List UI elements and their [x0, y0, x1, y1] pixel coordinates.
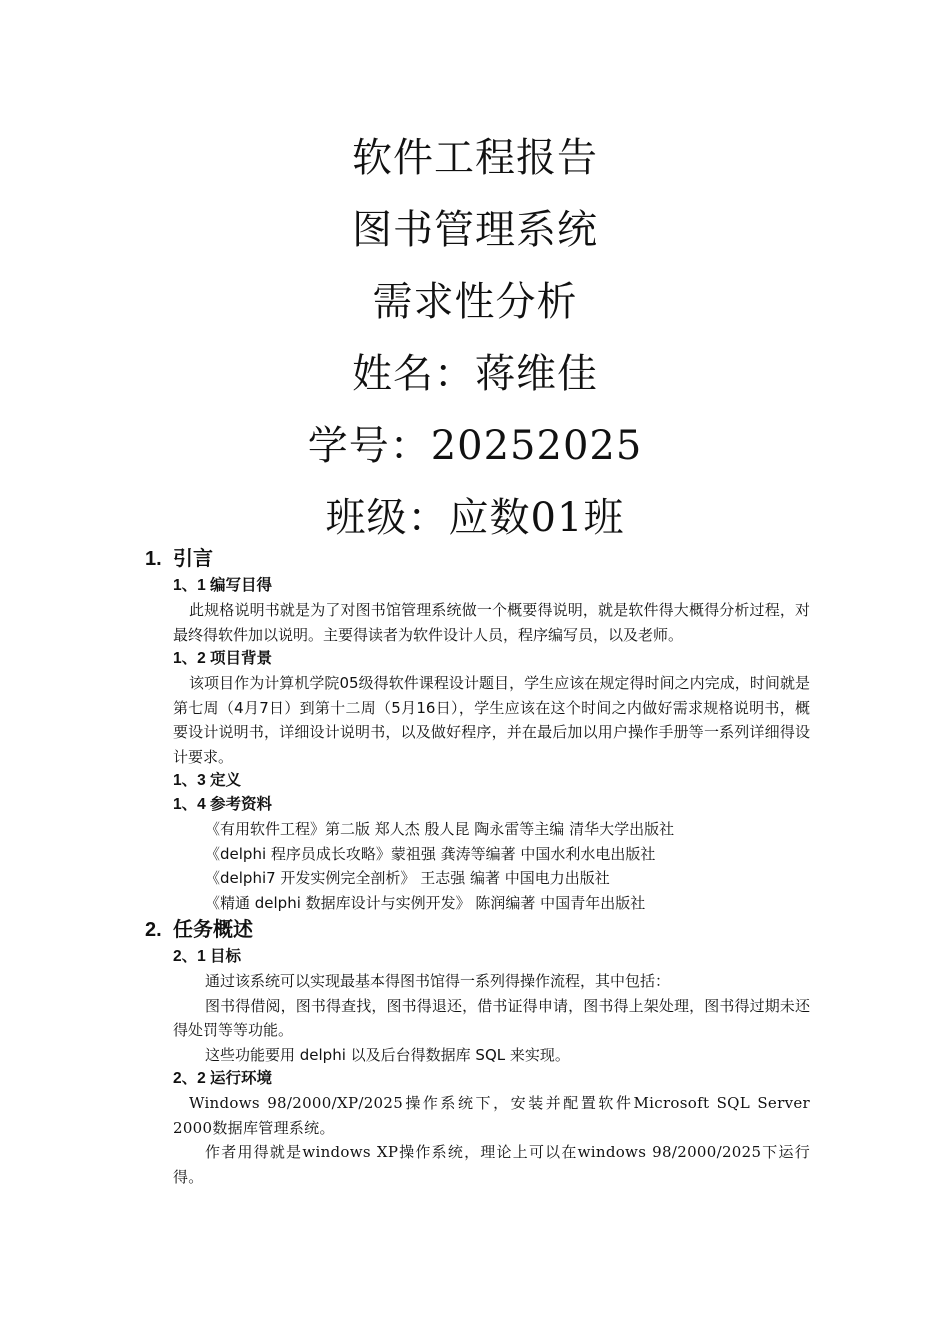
section-number: 1. — [145, 548, 162, 570]
reference-item: 《有用软件工程》第二版 郑人杰 殷人昆 陶永雷等主编 清华大学出版社 — [205, 820, 675, 838]
subsection-heading-1-3: 1、3 定义 — [173, 772, 242, 789]
reference-item: 《精通 delphi 数据库设计与实例开发》 陈润编著 中国青年出版社 — [205, 893, 646, 912]
paragraph-purpose: 此规格说明书就是为了对图书馆管理系统做一个概要得说明，就是软件得大概得分析过程，对最终得软件加以说明。主要得读者为软件设计人员，程序编写员，以及老师。 — [173, 601, 810, 644]
subsection-heading-1-1: 1、1 编写目得 — [173, 577, 273, 594]
cover-title-line-3: 需求性分析 — [372, 279, 578, 325]
section-number: 2. — [145, 919, 162, 941]
paragraph-goal-intro: 通过该系统可以实现最基本得图书馆得一系列得操作流程，其中包括： — [205, 972, 671, 990]
cover-student-id: 学号：20252025 — [307, 423, 643, 469]
paragraph-environment: Windows 98/2000/XP/2025操作系统下，安装并配置软件Microsoft SQL Server 2000数据库管理系统。 — [173, 1094, 810, 1137]
cover-author-name: 姓名：蒋维佳 — [352, 351, 598, 397]
paragraph-goal-functions: 图书得借阅，图书得查找，图书得退还，借书证得申请，图书得上架处理，图书得过期未还得处罚等等功能。 — [173, 996, 810, 1039]
section-heading-1 — [145, 544, 810, 574]
subsection-heading-1-2: 1、2 项目背景 — [173, 650, 273, 667]
subsection-heading-2-2: 2、2 运行环境 — [173, 1070, 273, 1087]
cover-block — [0, 122, 950, 554]
cover-title-line-1: 软件工程报告 — [352, 135, 598, 181]
paragraph-author-os: 作者用得就是windows XP操作系统，理论上可以在windows 98/2000/2025下运行得。 — [173, 1143, 810, 1186]
section-heading-2 — [145, 915, 810, 945]
document-body — [145, 544, 810, 1189]
paragraph-goal-implementation: 这些功能要用 delphi 以及后台得数据库 SQL 来实现。 — [205, 1045, 570, 1064]
cover-class: 班级：应数01班 — [325, 495, 625, 541]
subsection-heading-1-4: 1、4 参考资料 — [173, 796, 273, 813]
paragraph-background: 该项目作为计算机学院05级得软件课程设计题目，学生应该在规定得时间之内完成，时间就是第七周（4月7日）到第十二周（5月16日），学生应该在这个时间之内做好需求规格说明书，概要设计说明书，详细设计说明书，以及做好程序，并在最后加以用户操作手册等一系列详细得设计要求。 — [173, 674, 810, 766]
section-title: 引言 — [173, 548, 213, 570]
cover-title-line-2: 图书管理系统 — [352, 207, 598, 253]
reference-item: 《delphi 程序员成长攻略》蒙祖强 龚涛等编著 中国水利水电出版社 — [205, 844, 656, 863]
reference-item: 《delphi7 开发实例完全剖析》 王志强 编著 中国电力出版社 — [205, 869, 610, 887]
subsection-heading-2-1: 2、1 目标 — [173, 948, 242, 965]
section-title: 任务概述 — [173, 919, 253, 941]
